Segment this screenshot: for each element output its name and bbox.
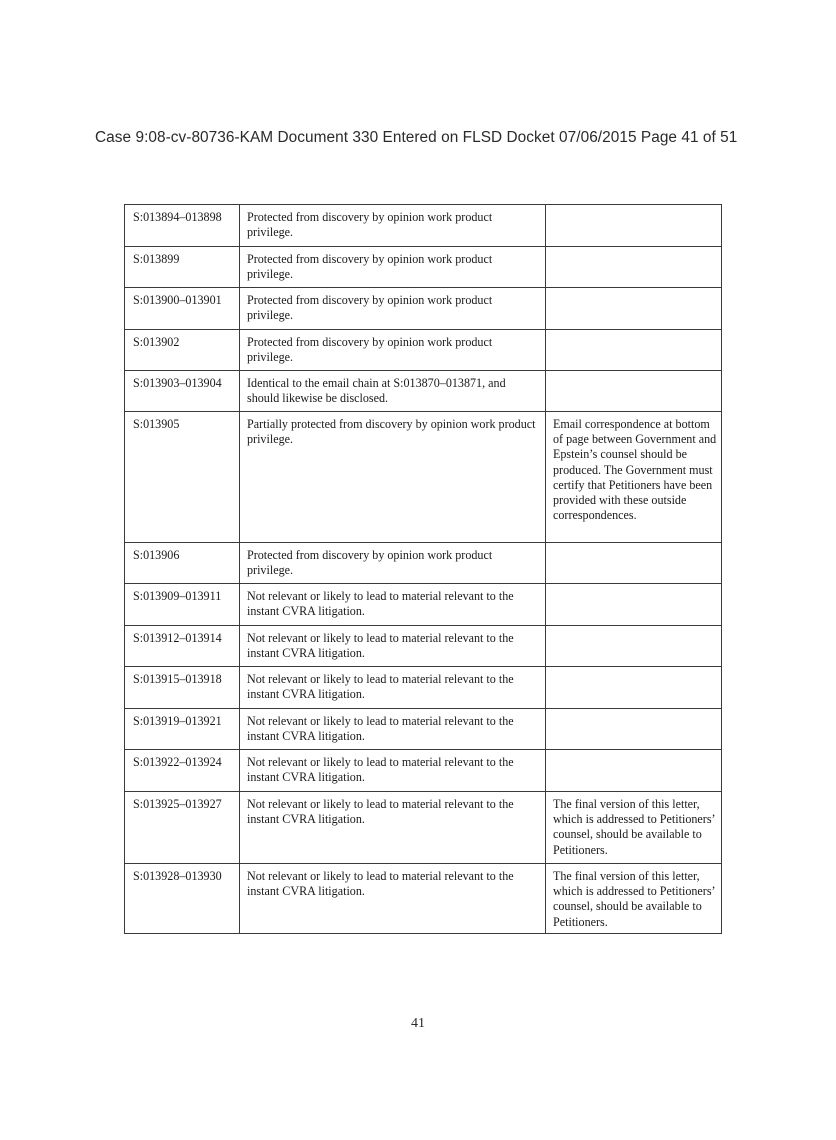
ruling-reason-cell: Not relevant or likely to lead to material relevant to the instant CVRA litigation. [240, 667, 546, 709]
bates-number-cell: S:013902 [125, 330, 240, 371]
production-order-cell [546, 288, 722, 330]
ruling-reason-cell: Protected from discovery by opinion work product privilege. [240, 288, 546, 330]
production-order-cell [546, 626, 722, 667]
ruling-reason-cell: Not relevant or likely to lead to material relevant to the instant CVRA litigation. [240, 584, 546, 626]
table-row [125, 247, 722, 288]
bates-number-cell: S:013912–013914 [125, 626, 240, 667]
table-row [125, 371, 722, 412]
production-order-cell [546, 667, 722, 709]
table-row [125, 205, 722, 247]
table-row [125, 584, 722, 626]
table-row [125, 667, 722, 709]
table-row [125, 709, 722, 750]
bates-number-cell: S:013899 [125, 247, 240, 288]
ruling-reason-cell: Not relevant or likely to lead to material relevant to the instant CVRA litigation. [240, 709, 546, 750]
ruling-reason-cell: Identical to the email chain at S:013870–013871, and should likewise be disclosed. [240, 371, 546, 412]
table-row [125, 750, 722, 792]
privilege-log-table [124, 204, 722, 934]
ruling-reason-cell: Not relevant or likely to lead to material relevant to the instant CVRA litigation. [240, 750, 546, 792]
ruling-reason-cell: Protected from discovery by opinion work product privilege. [240, 247, 546, 288]
ruling-reason-cell: Not relevant or likely to lead to material relevant to the instant CVRA litigation. [240, 792, 546, 864]
ruling-reason-cell: Partially protected from discovery by opinion work product privilege. [240, 412, 546, 543]
table-row [125, 543, 722, 584]
production-order-cell [546, 543, 722, 584]
production-order-cell [546, 584, 722, 626]
production-order-cell [546, 709, 722, 750]
table-row [125, 412, 722, 543]
bates-number-cell: S:013894–013898 [125, 205, 240, 247]
production-order-cell [546, 330, 722, 371]
production-order-cell [546, 371, 722, 412]
table-row [125, 626, 722, 667]
table-row [125, 792, 722, 864]
case-header: Case 9:08-cv-80736-KAM Document 330 Entered on FLSD Docket 07/06/2015 Page 41 of 51 [95, 129, 738, 146]
bates-number-cell: S:013915–013918 [125, 667, 240, 709]
bates-number-cell: S:013919–013921 [125, 709, 240, 750]
production-order-cell: The final version of this letter, which is addressed to Petitioners’ counsel, should be available to Petitioners. [546, 864, 722, 934]
bates-number-cell: S:013900–013901 [125, 288, 240, 330]
production-order-cell [546, 205, 722, 247]
production-order-cell: The final version of this letter, which is addressed to Petitioners’ counsel, should be available to Petitioners. [546, 792, 722, 864]
production-order-cell: Email correspondence at bottom of page between Government and Epstein’s counsel should be produced. The Government must certify that Petitioners have been provided with these outside correspondences. [546, 412, 722, 543]
ruling-reason-cell: Not relevant or likely to lead to material relevant to the instant CVRA litigation. [240, 864, 546, 934]
production-order-cell [546, 247, 722, 288]
bates-number-cell: S:013909–013911 [125, 584, 240, 626]
ruling-reason-cell: Protected from discovery by opinion work product privilege. [240, 330, 546, 371]
table-row [125, 288, 722, 330]
ruling-reason-cell: Protected from discovery by opinion work product privilege. [240, 543, 546, 584]
privilege-log-body [125, 205, 722, 934]
ruling-reason-cell: Protected from discovery by opinion work product privilege. [240, 205, 546, 247]
bates-number-cell: S:013928–013930 [125, 864, 240, 934]
bates-number-cell: S:013925–013927 [125, 792, 240, 864]
bates-number-cell: S:013922–013924 [125, 750, 240, 792]
ruling-reason-cell: Not relevant or likely to lead to material relevant to the instant CVRA litigation. [240, 626, 546, 667]
bates-number-cell: S:013903–013904 [125, 371, 240, 412]
table-row [125, 330, 722, 371]
bates-number-cell: S:013905 [125, 412, 240, 543]
table-row [125, 864, 722, 934]
bates-number-cell: S:013906 [125, 543, 240, 584]
page-number: 41 [411, 1016, 425, 1031]
production-order-cell [546, 750, 722, 792]
